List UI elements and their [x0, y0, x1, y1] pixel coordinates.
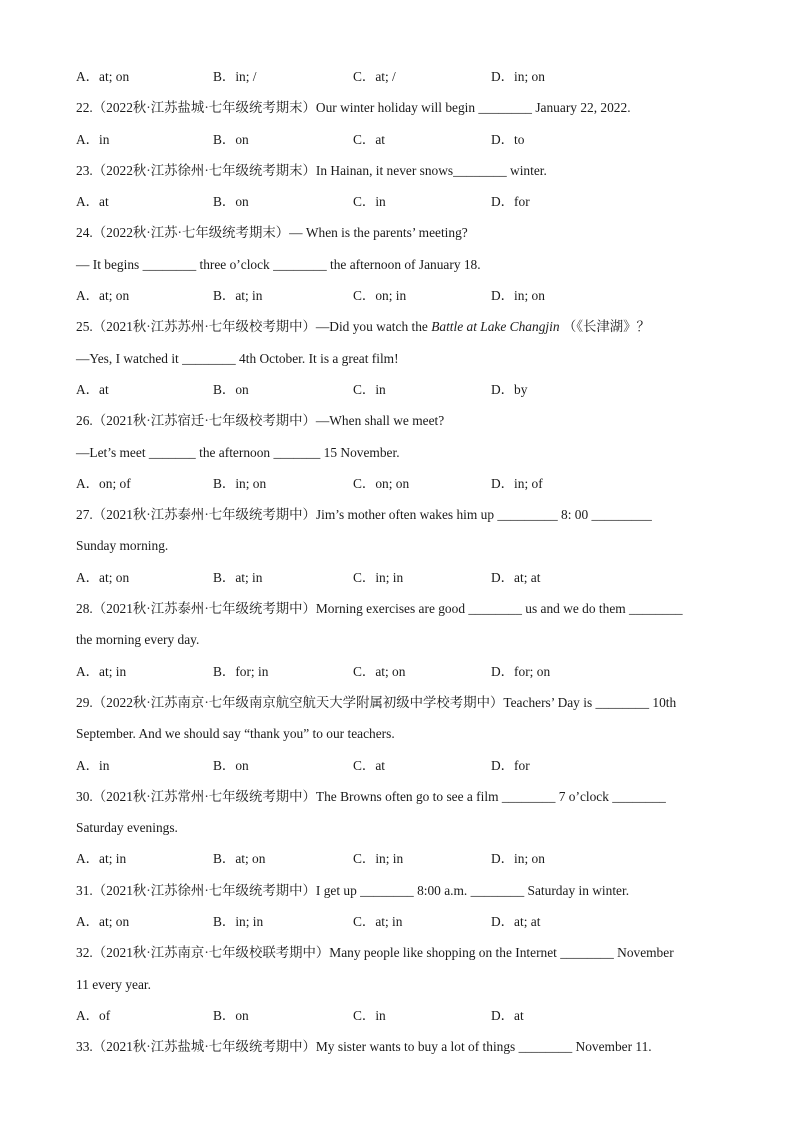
question-line: 22.（2022秋·江苏盐城·七年级统考期末）Our winter holiday will begin ________ January 22, 2022. [76, 100, 631, 116]
question-line: 23.（2022秋·江苏徐州·七年级统考期末）In Hainan, it never snows________ winter. [76, 162, 547, 178]
answer-options-row [76, 750, 726, 781]
answer-option-d: D．for; on [491, 663, 551, 679]
answer-option-c: C．in [353, 381, 386, 397]
answer-option-a: A．at; in [76, 663, 127, 679]
answer-option-c: C．at [353, 757, 385, 773]
answer-option-a: A．of [76, 1007, 111, 1023]
answer-option-d: D．in; of [491, 475, 543, 491]
answer-option-d: D．at; at [491, 569, 541, 585]
question-text-part: 25.（2021秋·江苏苏州·七年级校考期中）—Did you watch the [76, 319, 432, 335]
question-line: —Yes, I watched it ________ 4th October. It is a great film! [76, 350, 399, 366]
answer-option-c: C．in [353, 1007, 386, 1023]
answer-option-c: C．at; / [353, 69, 396, 84]
answer-option-b: B．in; / [213, 69, 257, 84]
answer-option-b: B．in; in [213, 914, 264, 930]
answer-option-b: B．in; on [213, 475, 267, 491]
question-line: the morning every day. [76, 632, 200, 648]
answer-options-row [76, 468, 726, 499]
answer-option-a: A．at; on [76, 288, 130, 304]
question-line: 26.（2021秋·江苏宿迁·七年级校考期中）—When shall we meet? [76, 413, 445, 429]
answer-option-a: A．at [76, 381, 109, 397]
question-document [76, 61, 726, 1063]
answer-option-c: C．at [353, 131, 385, 147]
question-line [76, 311, 726, 342]
answer-option-a: A．in [76, 131, 110, 147]
answer-option-a: A．in [76, 757, 110, 773]
answer-option-b: B．at; in [213, 569, 263, 585]
answer-option-d: D．at; at [491, 914, 541, 930]
question-line: Saturday evenings. [76, 820, 178, 836]
question-line: Sunday morning. [76, 538, 169, 554]
answer-option-d: D．in; on [491, 69, 545, 84]
answer-options-row [76, 124, 726, 155]
question-line: 33.（2021秋·江苏盐城·七年级统考期中）My sister wants to buy a lot of things ________ November 11. [76, 1039, 652, 1055]
question-line: September. And we should say “thank you” to our teachers. [76, 726, 395, 742]
answer-option-b: B．on [213, 757, 249, 773]
answer-option-c: C．in; in [353, 851, 404, 867]
answer-option-a: A．at; in [76, 851, 127, 867]
answer-option-d: D．by [491, 381, 528, 397]
answer-options-row [76, 656, 726, 687]
answer-options-row [76, 906, 726, 937]
answer-option-d: D．in; on [491, 288, 545, 304]
answer-options-row [76, 61, 726, 92]
question-line: 27.（2021秋·江苏泰州·七年级统考期中）Jim’s mother often wakes him up _________ 8: 00 _________ [76, 507, 652, 523]
answer-option-b: B．at; in [213, 288, 263, 304]
question-line: — It begins ________ three o’clock ________ the afternoon of January 18. [76, 256, 481, 272]
answer-option-c: C．in [353, 194, 386, 210]
film-title: Battle at Lake Changjin [431, 319, 560, 335]
question-line: 28.（2021秋·江苏泰州·七年级统考期中）Morning exercises are good ________ us and we do them ________ [76, 601, 683, 617]
answer-options-row [76, 562, 726, 593]
answer-option-d: D．to [491, 131, 525, 147]
answer-option-a: A．at; on [76, 569, 130, 585]
answer-option-d: D．in; on [491, 851, 545, 867]
answer-option-a: A．at; on [76, 69, 130, 84]
question-line: 29.（2022秋·江苏南京·七年级南京航空航天大学附属初级中学校考期中）Teachers’ Day is ________ 10th [76, 694, 677, 710]
answer-option-d: D．for [491, 194, 530, 210]
answer-options-row [76, 843, 726, 874]
answer-option-a: A．on; of [76, 475, 131, 491]
answer-option-d: D．at [491, 1007, 524, 1023]
answer-option-a: A．at; on [76, 914, 130, 930]
answer-option-b: B．for; in [213, 663, 269, 679]
answer-option-c: C．at; in [353, 914, 403, 930]
question-line: —Let’s meet _______ the afternoon _______ 15 November. [76, 444, 400, 460]
answer-options-row [76, 374, 726, 405]
question-line: 24.（2022秋·江苏·七年级统考期末）— When is the parents’ meeting? [76, 225, 468, 241]
answer-option-b: B．on [213, 1007, 249, 1023]
answer-option-b: B．on [213, 381, 249, 397]
answer-options-row [76, 1000, 726, 1031]
answer-option-d: D．for [491, 757, 530, 773]
answer-option-c: C．at; on [353, 663, 406, 679]
answer-option-b: B．at; on [213, 851, 266, 867]
question-line: 11 every year. [76, 976, 151, 992]
answer-option-c: C．on; on [353, 475, 410, 491]
question-line: 32.（2021秋·江苏南京·七年级校联考期中）Many people like shopping on the Internet ________ November [76, 945, 674, 961]
answer-option-c: C．in; in [353, 569, 404, 585]
question-text-part: （《长津湖》？ [559, 319, 650, 335]
answer-option-c: C．on; in [353, 288, 407, 304]
answer-option-b: B．on [213, 194, 249, 210]
question-line: 31.（2021秋·江苏徐州·七年级统考期中）I get up ________ 8:00 a.m. ________ Saturday in winter. [76, 882, 630, 898]
question-line: 30.（2021秋·江苏常州·七年级统考期中）The Browns often go to see a film ________ 7 o’clock ________ [76, 788, 666, 804]
answer-options-row [76, 280, 726, 311]
answer-options-row [76, 186, 726, 217]
answer-option-a: A．at [76, 194, 109, 210]
answer-option-b: B．on [213, 131, 249, 147]
